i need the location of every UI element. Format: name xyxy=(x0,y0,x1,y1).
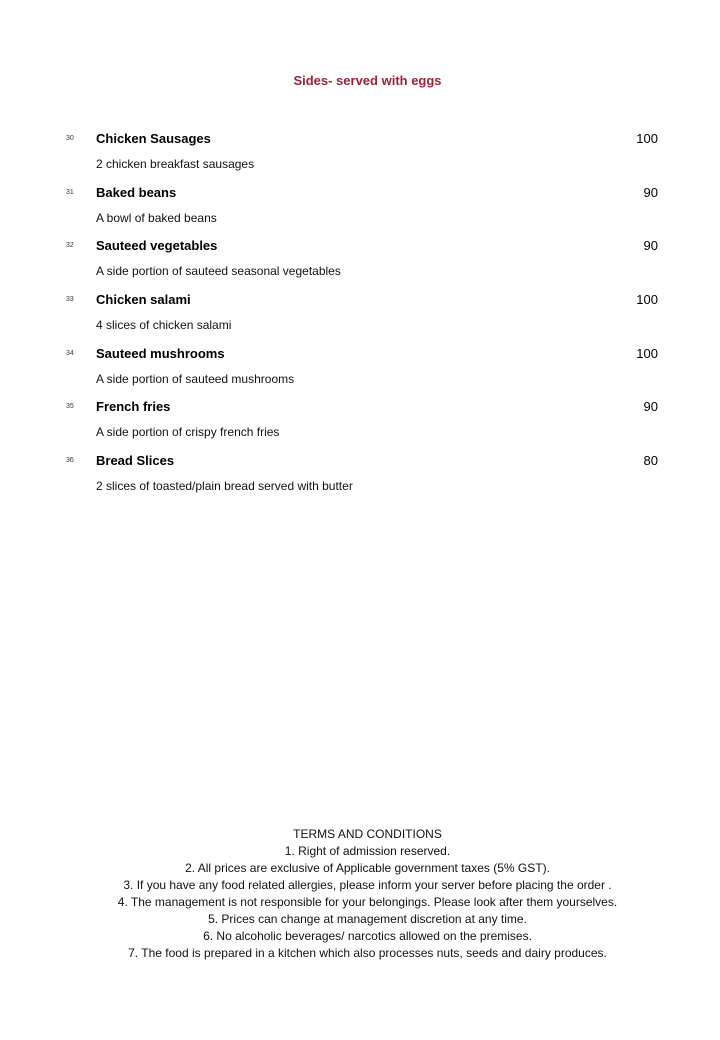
menu-item xyxy=(0,450,720,504)
item-description: A bowl of baked beans xyxy=(96,210,217,225)
item-price: 100 xyxy=(636,292,658,308)
menu-list xyxy=(0,128,720,504)
item-name: Bread Slices xyxy=(96,453,175,469)
section-title: Sides- served with eggs xyxy=(293,73,442,88)
terms-and-conditions xyxy=(0,826,720,962)
item-number: 31 xyxy=(66,188,74,196)
item-description: 2 chicken breakfast sausages xyxy=(96,157,255,171)
menu-item xyxy=(0,128,720,182)
terms-line: 4. The management is not responsible for your belongings. Please look after them yourselves. xyxy=(117,895,618,909)
item-description: 4 slices of chicken salami xyxy=(96,318,232,333)
item-number: 33 xyxy=(66,296,74,304)
item-price: 90 xyxy=(643,399,658,415)
terms-line: 5. Prices can change at management discretion at any time. xyxy=(208,912,527,926)
terms-line: 1. Right of admission reserved. xyxy=(284,844,451,858)
item-name: Sauteed mushrooms xyxy=(96,345,225,361)
item-number: 34 xyxy=(66,349,74,357)
item-price: 90 xyxy=(643,184,658,200)
item-number: 36 xyxy=(66,457,74,465)
item-name: French fries xyxy=(96,399,171,415)
item-description: A side portion of sauteed seasonal vegetables xyxy=(96,264,341,279)
item-number: 35 xyxy=(66,403,74,411)
item-description: A side portion of sauteed mushrooms xyxy=(96,371,295,386)
item-price: 80 xyxy=(643,453,658,469)
item-description: A side portion of crispy french fries xyxy=(96,425,280,440)
item-number: 32 xyxy=(66,242,74,250)
item-description: 2 slices of toasted/plain bread served with butter xyxy=(96,479,353,494)
item-name: Chicken salami xyxy=(96,292,191,308)
menu-item xyxy=(0,182,720,236)
terms-line: 3. If you have any food related allergies, please inform your server before placing the order . xyxy=(123,878,612,892)
item-name: Chicken Sausages xyxy=(96,131,211,146)
terms-line: 6. No alcoholic beverages/ narcotics allowed on the premises. xyxy=(203,929,532,943)
item-name: Baked beans xyxy=(96,184,177,200)
terms-line: 7. The food is prepared in a kitchen which also processes nuts, seeds and dairy produces. xyxy=(128,946,607,960)
item-number: 30 xyxy=(66,135,74,142)
item-name: Sauteed vegetables xyxy=(96,238,218,254)
menu-item xyxy=(0,289,720,343)
menu-item xyxy=(0,343,720,397)
item-price: 90 xyxy=(643,238,658,254)
terms-line: 2. All prices are exclusive of Applicable government taxes (5% GST). xyxy=(185,861,550,875)
item-price: 100 xyxy=(636,345,658,361)
item-price: 100 xyxy=(636,131,658,146)
terms-heading: TERMS AND CONDITIONS xyxy=(293,827,442,841)
menu-item xyxy=(0,396,720,450)
menu-item xyxy=(0,235,720,289)
